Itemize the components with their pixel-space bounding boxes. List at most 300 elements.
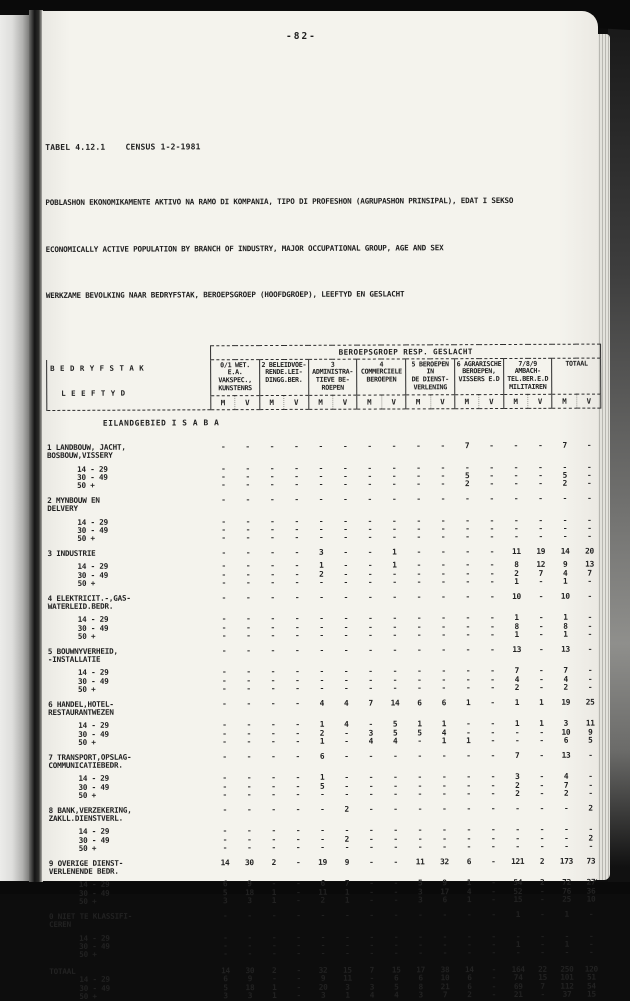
sex-header: V bbox=[235, 396, 259, 410]
value-cell: 25 bbox=[562, 894, 572, 904]
row-label: 50 + bbox=[77, 631, 96, 641]
value-cell: - bbox=[295, 789, 301, 799]
value-cell: - bbox=[246, 773, 252, 783]
row-label: 14 - 29 bbox=[79, 933, 110, 943]
value-cell: - bbox=[270, 683, 276, 693]
value-cell: 9 bbox=[588, 727, 593, 737]
value-cell: 2 bbox=[515, 788, 520, 798]
value-cell: - bbox=[320, 940, 326, 950]
value-cell: 15 bbox=[343, 965, 352, 975]
value-cell: 5 bbox=[562, 470, 567, 480]
row-label: 14 - 29 bbox=[78, 774, 110, 784]
value-cell: 11 bbox=[343, 973, 352, 984]
value-cell: - bbox=[270, 516, 275, 526]
value-cell: - bbox=[416, 471, 421, 481]
value-cell: - bbox=[442, 948, 448, 958]
value-cell: 3 bbox=[223, 990, 228, 1000]
sex-header: M bbox=[455, 395, 479, 409]
value-cell: - bbox=[294, 532, 299, 542]
value-cell: - bbox=[416, 524, 421, 534]
value-cell: - bbox=[588, 750, 593, 760]
value-cell: - bbox=[513, 441, 519, 451]
value-cell: 1 bbox=[271, 895, 277, 905]
value-cell: 20 bbox=[318, 982, 328, 992]
value-cell: - bbox=[416, 568, 422, 578]
value-cell: - bbox=[294, 561, 300, 571]
row-label: 0 NIET TE KLASSIFI- CEREN bbox=[49, 911, 133, 930]
table-row bbox=[49, 851, 603, 877]
value-cell: - bbox=[393, 878, 399, 888]
value-cell: 9 bbox=[562, 560, 568, 570]
value-cell: 18 bbox=[245, 887, 254, 897]
value-cell: - bbox=[246, 789, 252, 799]
value-cell: - bbox=[221, 569, 226, 579]
value-cell: - bbox=[343, 547, 348, 557]
value-cell: - bbox=[247, 932, 252, 942]
value-cell: - bbox=[296, 910, 301, 921]
value-cell: - bbox=[223, 932, 228, 942]
value-cell: - bbox=[294, 463, 299, 473]
value-cell: - bbox=[441, 780, 447, 790]
value-cell: - bbox=[221, 622, 227, 632]
value-cell: 27 bbox=[586, 878, 596, 888]
value-cell: - bbox=[513, 462, 519, 472]
value-cell: - bbox=[491, 886, 496, 896]
value-cell: - bbox=[270, 524, 275, 534]
value-cell: 4 bbox=[563, 772, 569, 782]
value-cell: 10 bbox=[586, 894, 596, 904]
value-cell: - bbox=[345, 932, 350, 942]
page-number: -82- bbox=[286, 31, 317, 42]
value-cell: 4 bbox=[562, 568, 568, 578]
value-cell: 10 bbox=[561, 727, 571, 737]
value-cell: - bbox=[221, 548, 226, 558]
row-label: 8 BANK,VERZEKERING, ZAKLL.DIENSTVERL. bbox=[48, 805, 132, 824]
value-cell: - bbox=[442, 939, 448, 949]
row-label: 14 - 29 bbox=[79, 975, 110, 985]
sex-header: V bbox=[479, 395, 503, 409]
value-cell: - bbox=[490, 833, 496, 843]
value-cell: - bbox=[221, 646, 227, 656]
value-cell: 121 bbox=[511, 856, 525, 867]
value-cell: - bbox=[416, 613, 422, 623]
value-cell: - bbox=[343, 516, 348, 526]
value-cell: - bbox=[368, 781, 374, 791]
value-cell: - bbox=[539, 825, 545, 835]
value-cell: - bbox=[246, 675, 251, 685]
value-cell: - bbox=[367, 494, 372, 504]
value-cell: - bbox=[490, 674, 495, 684]
value-cell: - bbox=[368, 773, 374, 783]
value-cell: 4 bbox=[563, 674, 568, 684]
value-cell: - bbox=[344, 826, 350, 836]
value-cell: - bbox=[539, 833, 545, 843]
value-cell: 7 bbox=[442, 989, 448, 999]
value-cell: - bbox=[539, 841, 545, 851]
value-cell: 18 bbox=[245, 982, 255, 992]
value-cell: 11 bbox=[511, 547, 521, 557]
value-cell: 19 bbox=[536, 547, 546, 557]
value-cell: 7 bbox=[344, 879, 350, 889]
value-cell: - bbox=[538, 576, 544, 586]
leeftyd-label: L E E F T Y D bbox=[61, 388, 126, 399]
value-cell: - bbox=[440, 471, 446, 481]
value-cell: - bbox=[245, 442, 250, 452]
value-cell: 6 bbox=[467, 981, 472, 991]
value-cell: - bbox=[466, 719, 471, 729]
row-label: 30 - 49 bbox=[79, 941, 110, 951]
value-cell: - bbox=[416, 494, 421, 504]
value-cell: - bbox=[416, 515, 421, 525]
value-cell: - bbox=[465, 547, 470, 557]
value-cell: 7 bbox=[540, 981, 545, 991]
title-papiamento: POBLASHON EKONOMIKAMENTE AKTIVO NA RAMO DI KOMPANIA, TIPO DI PROFESHON (AGRUPASHON PRINSIPAL), EDAT I SEKSO bbox=[45, 195, 514, 207]
value-cell: - bbox=[344, 751, 349, 761]
value-cell: - bbox=[416, 441, 421, 451]
value-cell: - bbox=[270, 630, 276, 640]
row-label: 14 - 29 bbox=[78, 721, 109, 731]
value-cell: 1 bbox=[441, 719, 447, 729]
value-cell: - bbox=[490, 751, 496, 761]
value-cell: - bbox=[246, 720, 252, 730]
value-cell: - bbox=[588, 931, 594, 941]
value-cell: - bbox=[491, 947, 496, 957]
row-label: 30 - 49 bbox=[77, 472, 108, 482]
value-cell: 10 bbox=[440, 973, 450, 983]
value-cell: - bbox=[319, 675, 324, 685]
value-cell: - bbox=[392, 577, 397, 587]
row-label: 14 - 29 bbox=[77, 615, 109, 625]
value-cell: 1 bbox=[319, 720, 325, 730]
value-cell: - bbox=[367, 532, 373, 542]
value-cell: - bbox=[221, 675, 227, 685]
value-cell: 8 bbox=[563, 621, 568, 631]
census-table bbox=[46, 343, 604, 1001]
value-cell: - bbox=[539, 780, 544, 790]
value-cell: - bbox=[369, 834, 374, 844]
value-cell: - bbox=[539, 682, 544, 692]
row-label: 5 BOUWNYVERHEID, -INSTALLATIE bbox=[47, 646, 118, 665]
value-cell: 1 bbox=[514, 613, 519, 623]
value-cell: 2 bbox=[271, 858, 276, 868]
value-cell: - bbox=[417, 834, 423, 844]
value-cell: - bbox=[441, 789, 447, 799]
value-cell: - bbox=[417, 666, 422, 676]
sex-header: M bbox=[503, 395, 527, 409]
value-cell: - bbox=[270, 622, 275, 632]
value-cell: 3 bbox=[563, 719, 569, 729]
value-cell: - bbox=[369, 895, 374, 905]
value-cell: 14 bbox=[560, 546, 570, 556]
value-cell: 8 bbox=[418, 981, 423, 991]
value-cell: 1 bbox=[344, 887, 350, 897]
table-row bbox=[48, 639, 602, 665]
value-cell: - bbox=[319, 683, 325, 693]
value-cell: - bbox=[416, 547, 421, 557]
value-cell: - bbox=[369, 910, 374, 920]
value-cell: - bbox=[440, 524, 446, 534]
value-cell: - bbox=[246, 805, 252, 815]
value-cell: 1 bbox=[466, 878, 472, 888]
value-cell: - bbox=[320, 834, 325, 844]
value-cell: 3 bbox=[318, 547, 324, 557]
value-cell: 2 bbox=[539, 878, 545, 888]
value-cell: 2 bbox=[319, 728, 325, 738]
value-cell: - bbox=[294, 479, 299, 489]
value-cell: 5 bbox=[394, 981, 399, 992]
value-cell: 5 bbox=[417, 878, 423, 888]
value-cell: - bbox=[564, 841, 569, 851]
value-cell: - bbox=[514, 735, 520, 745]
value-cell: - bbox=[588, 939, 594, 949]
value-cell: - bbox=[587, 523, 592, 533]
value-cell: 25 bbox=[585, 697, 595, 707]
value-cell: - bbox=[540, 931, 545, 941]
value-cell: - bbox=[247, 826, 252, 836]
value-cell: - bbox=[318, 479, 324, 489]
value-cell: - bbox=[586, 470, 592, 480]
value-cell: - bbox=[270, 593, 275, 603]
value-cell: - bbox=[270, 646, 276, 656]
value-cell: - bbox=[271, 752, 276, 762]
value-cell: - bbox=[392, 675, 398, 685]
sex-header: V bbox=[577, 394, 601, 408]
value-cell: 3 bbox=[222, 896, 228, 906]
value-cell: - bbox=[295, 773, 301, 783]
value-cell: 5 bbox=[320, 781, 325, 791]
value-cell: - bbox=[245, 524, 251, 534]
value-cell: - bbox=[296, 940, 301, 950]
value-cell: - bbox=[465, 592, 470, 602]
value-cell: - bbox=[587, 493, 592, 503]
value-cell: 7 bbox=[369, 965, 375, 975]
value-cell: 37 bbox=[562, 989, 572, 999]
value-cell: 1 bbox=[539, 719, 544, 729]
value-cell: 4 bbox=[392, 736, 398, 746]
table-row bbox=[47, 541, 601, 559]
value-cell: - bbox=[343, 561, 348, 571]
value-cell: - bbox=[295, 683, 300, 693]
sex-header: M bbox=[357, 395, 381, 409]
value-cell: - bbox=[514, 523, 519, 533]
value-cell: - bbox=[369, 857, 374, 867]
value-cell: - bbox=[562, 462, 567, 472]
column-group-header: 2 BELEIDVOE- RENDE.LEI- DINGG.BER. bbox=[259, 359, 308, 396]
value-cell: - bbox=[319, 614, 324, 624]
value-cell: 51 bbox=[586, 972, 596, 982]
value-cell: - bbox=[539, 803, 545, 813]
value-cell: - bbox=[343, 622, 349, 632]
value-cell: 2 bbox=[515, 780, 520, 790]
value-cell: - bbox=[513, 515, 519, 525]
value-cell: - bbox=[343, 675, 349, 685]
value-cell: - bbox=[222, 773, 227, 783]
value-cell: - bbox=[368, 789, 374, 799]
row-label: 7 TRANSPORT,OPSLAG- COMMUNICATIEBEDR. bbox=[48, 752, 132, 771]
value-cell: - bbox=[538, 515, 543, 525]
value-cell: 12 bbox=[536, 560, 546, 570]
value-cell: - bbox=[515, 803, 520, 814]
value-cell: 32 bbox=[440, 857, 449, 867]
value-cell: 1 bbox=[466, 895, 472, 905]
value-cell: - bbox=[246, 667, 251, 677]
value-cell: - bbox=[586, 478, 592, 488]
value-cell: - bbox=[368, 683, 373, 693]
value-cell: - bbox=[466, 727, 471, 737]
value-cell: - bbox=[368, 622, 373, 632]
value-cell: - bbox=[489, 568, 495, 578]
value-cell: - bbox=[318, 532, 324, 542]
value-cell: 36 bbox=[586, 886, 596, 896]
value-cell: 3 bbox=[345, 982, 350, 992]
value-cell: - bbox=[343, 494, 348, 504]
value-cell: - bbox=[269, 479, 275, 489]
value-cell: - bbox=[490, 719, 495, 729]
value-cell: - bbox=[391, 471, 397, 481]
value-cell: - bbox=[490, 788, 496, 798]
value-cell: 5 bbox=[222, 887, 228, 897]
value-cell: - bbox=[271, 789, 276, 799]
value-cell: - bbox=[490, 621, 495, 631]
value-cell: 13 bbox=[512, 644, 522, 654]
value-cell: 14 bbox=[221, 966, 230, 976]
value-cell: 7 bbox=[514, 750, 520, 761]
value-cell: 1 bbox=[344, 895, 350, 905]
value-cell: - bbox=[271, 932, 277, 942]
value-cell: - bbox=[538, 462, 543, 472]
row-label: 14 - 29 bbox=[77, 562, 109, 572]
value-cell: - bbox=[393, 825, 398, 835]
value-cell: 1 bbox=[564, 909, 569, 919]
value-cell: - bbox=[369, 932, 374, 942]
value-cell: - bbox=[587, 629, 593, 639]
value-cell: - bbox=[294, 569, 300, 579]
value-cell: - bbox=[392, 532, 397, 542]
value-cell: 5 bbox=[417, 728, 422, 738]
value-cell: - bbox=[295, 720, 300, 730]
value-cell: - bbox=[440, 479, 446, 489]
value-cell: - bbox=[587, 515, 592, 525]
value-cell: - bbox=[318, 471, 324, 481]
value-cell: - bbox=[491, 857, 496, 867]
value-cell: 6 bbox=[319, 751, 325, 761]
value-cell: 8 bbox=[514, 560, 519, 570]
value-cell: 2 bbox=[467, 989, 472, 999]
value-cell: - bbox=[588, 825, 593, 835]
value-cell: - bbox=[295, 736, 300, 746]
value-cell: - bbox=[294, 495, 299, 505]
sex-header: M bbox=[211, 396, 235, 410]
value-cell: - bbox=[564, 833, 569, 843]
value-cell: - bbox=[441, 568, 446, 578]
value-cell: - bbox=[442, 833, 447, 843]
beroepsgroep-span-header: BEROEPSGROEP RESP. GESLACHT bbox=[211, 344, 601, 360]
value-cell: - bbox=[442, 804, 447, 814]
value-cell: - bbox=[539, 666, 544, 676]
value-cell: - bbox=[392, 592, 397, 602]
value-cell: - bbox=[271, 805, 276, 815]
value-cell: - bbox=[220, 442, 226, 452]
value-cell: - bbox=[587, 682, 593, 692]
sex-header: V bbox=[528, 394, 552, 408]
value-cell: - bbox=[491, 894, 496, 904]
value-cell: - bbox=[489, 515, 495, 525]
value-cell: 120 bbox=[584, 964, 598, 974]
value-cell: - bbox=[564, 931, 570, 941]
value-cell: 164 bbox=[511, 965, 525, 975]
value-cell: - bbox=[221, 667, 227, 677]
value-cell: 1 bbox=[563, 629, 568, 639]
value-cell: - bbox=[270, 614, 275, 624]
value-cell: - bbox=[319, 645, 324, 655]
value-cell: - bbox=[296, 895, 301, 905]
value-cell: - bbox=[245, 516, 251, 526]
value-cell: 2 bbox=[320, 895, 325, 905]
value-cell: - bbox=[245, 561, 251, 571]
value-cell: - bbox=[490, 735, 495, 745]
value-cell: 1 bbox=[514, 697, 520, 707]
value-cell: - bbox=[490, 666, 495, 676]
value-cell: - bbox=[417, 674, 422, 685]
value-cell: - bbox=[466, 789, 471, 799]
value-cell: - bbox=[271, 879, 277, 889]
value-cell: - bbox=[246, 728, 252, 738]
value-cell: - bbox=[539, 735, 544, 745]
value-cell: - bbox=[393, 931, 399, 941]
value-cell: 9 bbox=[442, 878, 447, 888]
table-row bbox=[49, 798, 603, 824]
value-cell: 6 bbox=[442, 895, 447, 905]
value-cell: - bbox=[441, 645, 446, 655]
value-cell: - bbox=[270, 667, 276, 677]
value-cell: - bbox=[295, 826, 301, 836]
title-english: ECONOMICALLY ACTIVE POPULATION BY BRANCH OF INDUSTRY, MAJOR OCCUPATIONAL GROUP, AGE AND SEX bbox=[45, 242, 444, 254]
value-cell: - bbox=[295, 804, 301, 814]
row-label: 4 ELEKTRICIT.-,GAS- WATERLEID.BEDR. bbox=[47, 593, 131, 612]
sex-header: V bbox=[333, 395, 357, 409]
value-cell: - bbox=[270, 675, 276, 685]
value-cell: - bbox=[515, 931, 521, 941]
value-cell: 1 bbox=[319, 561, 324, 571]
value-cell: - bbox=[416, 630, 422, 640]
value-cell: - bbox=[296, 974, 301, 984]
row-label: 30 - 49 bbox=[77, 623, 109, 633]
value-cell: - bbox=[564, 803, 569, 813]
row-label: 50 + bbox=[79, 949, 97, 959]
value-cell: - bbox=[465, 674, 471, 684]
row-label: 50 + bbox=[78, 790, 97, 800]
row-label: 14 - 29 bbox=[77, 464, 108, 474]
value-cell: - bbox=[343, 569, 348, 579]
value-cell: - bbox=[393, 781, 398, 791]
value-cell: - bbox=[271, 736, 276, 746]
value-cell: 3 bbox=[247, 990, 253, 1000]
sex-header: M bbox=[308, 395, 332, 409]
value-cell: - bbox=[344, 728, 349, 738]
value-cell: - bbox=[538, 470, 543, 480]
value-cell: - bbox=[270, 561, 275, 571]
column-group-header: TOTAAL bbox=[552, 358, 601, 395]
value-cell: - bbox=[294, 442, 299, 452]
value-cell: - bbox=[344, 842, 350, 852]
value-cell: - bbox=[369, 879, 374, 889]
value-cell: 6 bbox=[417, 698, 422, 708]
value-cell: - bbox=[270, 728, 276, 738]
sex-header: M bbox=[260, 396, 284, 410]
value-cell: 4 bbox=[368, 736, 374, 746]
value-cell: 1 bbox=[441, 736, 447, 746]
value-cell: - bbox=[368, 666, 373, 677]
